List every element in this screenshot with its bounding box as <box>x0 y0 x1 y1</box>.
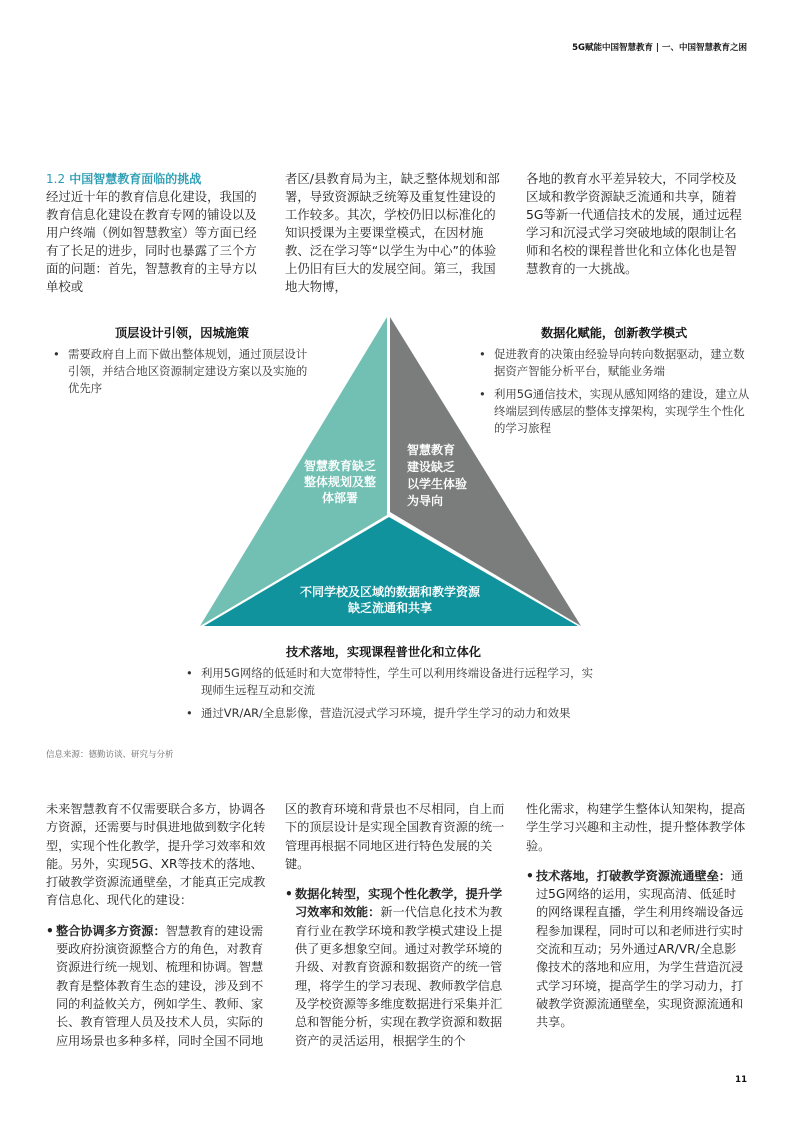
body-1-item <box>46 922 266 1050</box>
body-1-item-lead: 整合协调多方资源： <box>56 923 166 938</box>
bottom-bullet-1: • 利用5G网络的低延时和大宽带特性，学生可以利用终端设备进行远程学习，实现师生远程互动和交流 <box>185 665 603 699</box>
body-3-item-text: 通过5G网络的运用，实现高清、低延时的网络课程直播，学生利用终端设备远程参加课程，同时可以和老师进行实时交流和互动；另外通过AR/VR/全息影像技术的落地和应用，为学生营造沉浸式学习环境，提高学生的学习动力，打破教学资源流通壁垒，实现资源流通和共享。 <box>536 868 744 1030</box>
left-face-line-2: 整体规划及整 <box>303 475 377 489</box>
body-2-item <box>285 885 505 1050</box>
section-title: 中国智慧教育面临的挑战 <box>69 172 202 186</box>
left-face-line-1: 智慧教育缺乏 <box>303 459 377 473</box>
body-column-2 <box>285 800 505 1050</box>
body-2-intro: 区的教育环境和背景也不尽相同，自上而下的顶层设计是实现全国教育资源的统一管理再根据不同地区进行特色发展的关键。 <box>285 802 505 871</box>
challenge-diagram <box>0 300 793 640</box>
source-note: 信息来源：德勤访谈、研究与分析 <box>46 750 174 760</box>
body-column-1 <box>46 800 266 1050</box>
body-2-item-text: 新一代信息化技术为教育行业在教学环境和教学模式建设上提供了更多想象空间。通过对教学环境的升级、对教育资源和数据资产的统一管理，将学生的学习表现、教师教学信息及学校资源等多维度数据进行采集并汇总和智能分析，实现在教学资源和数据资产的灵活运用，根据学生的个 <box>295 905 503 1048</box>
page-number: 11 <box>735 1075 747 1085</box>
right-face-line-2: 建设缺乏 <box>407 460 456 474</box>
bullet-dot: • <box>526 868 534 883</box>
body-1-item-text: 智慧教育的建设需要政府扮演资源整合方的角色，对教育资源进行统一规划、梳理和协调。智慧教育是整体教育生态的建设，涉及到不同的利益攸关方，例如学生、教师、家长、教育管理人员及技术人员，实际的应用场景也多种多样，同时全国不同地 <box>56 923 264 1048</box>
bottom-title: 技术落地，实现课程普世化和立体化 <box>286 645 481 659</box>
top-right-bullet-1: • 促进教育的决策由经验导向转向数据驱动，建立数据资产智能分析平台，赋能业务端 <box>478 346 754 380</box>
intro-column-2 <box>285 170 503 296</box>
section-heading <box>46 170 264 188</box>
bullet-dot: • <box>46 923 54 938</box>
intro-column-3 <box>526 170 748 278</box>
bottom-bullets <box>185 665 603 728</box>
intro-column-1 <box>46 170 264 296</box>
top-right-title: 数据化赋能，创新教学模式 <box>541 326 688 340</box>
body-3-intro: 性化需求，构建学生整体认知架构，提高学生学习兴趣和主动性，提升整体教学体验。 <box>526 802 746 853</box>
top-right-bullets <box>478 346 754 443</box>
top-left-title: 顶层设计引领，因城施策 <box>115 326 250 340</box>
top-left-bullet-1: • 需要政府自上而下做出整体规划，通过顶层设计引领，并结合地区资源制定建设方案以及实施的优先序 <box>52 346 312 397</box>
bullet-dot: • <box>285 887 293 902</box>
right-face-line-4: 为导向 <box>407 494 444 508</box>
bottom-face-line-1: 不同学校及区域的数据和教学资源 <box>299 585 481 599</box>
running-header: 5G赋能中国智慧教育 | 一、中国智慧教育之困 <box>572 43 747 53</box>
top-right-bullet-2: • 利用5G通信技术，实现从感知网络的建设，建立从终端层到传感层的整体支撑架构，实现学生个性化的学习旅程 <box>478 386 754 437</box>
right-face-line-3: 以学生体验 <box>407 477 468 491</box>
body-3-item-lead: 技术落地，打破教学资源流通壁垒： <box>536 868 731 883</box>
left-face-line-3: 体部署 <box>321 491 359 505</box>
body-3-item <box>526 867 748 1032</box>
intro-paragraph-3: 各地的教育水平差异较大，不同学校及区域和教学资源缺乏流通和共享，随着5G等新一代通信技术的发展，通过远程学习和沉浸式学习突破地域的限制让名师和名校的课程普世化和立体化也是智慧教育的一大挑战。 <box>526 171 742 276</box>
section-number: 1.2 <box>46 172 66 186</box>
bottom-bullet-2: • 通过VR/AR/全息影像，营造沉浸式学习环境，提升学生学习的动力和效果 <box>185 705 603 722</box>
intro-paragraph-1: 经过近十年的教育信息化建设，我国的教育信息化建设在教育专网的铺设以及用户终端（例如智慧教室）等方面已经有了长足的进步，同时也暴露了三个方面的问题：首先，智慧教育的主导方以单校或 <box>46 189 257 294</box>
intro-paragraph-2: 者区/县教育局为主，缺乏整体规划和部署，导致资源缺乏统筹及重复性建设的工作较多。其次，学校仍旧以标准化的知识授课为主要课堂模式，在因材施教、泛在学习等“以学生为中心”的体验上仍旧有巨大的发展空间。第三，我国地大物博， <box>285 171 500 294</box>
body-2-item-lead: 数据化转型，实现个性化教学，提升学习效率和效能： <box>295 887 503 920</box>
top-left-bullets <box>52 346 312 403</box>
right-face-line-1: 智慧教育 <box>407 443 456 457</box>
bottom-face-line-2: 缺乏流通和共享 <box>347 601 433 615</box>
body-column-3 <box>526 800 748 1032</box>
body-1-intro: 未来智慧教育不仅需要联合多方，协调各方资源，还需要与时俱进地做到数字化转型，实现个性化教学，提升学习效率和效能。另外，实现5G、XR等技术的落地、打破教学资源流通壁垒，才能真正完成教育信息化、现代化的建设： <box>46 802 266 908</box>
